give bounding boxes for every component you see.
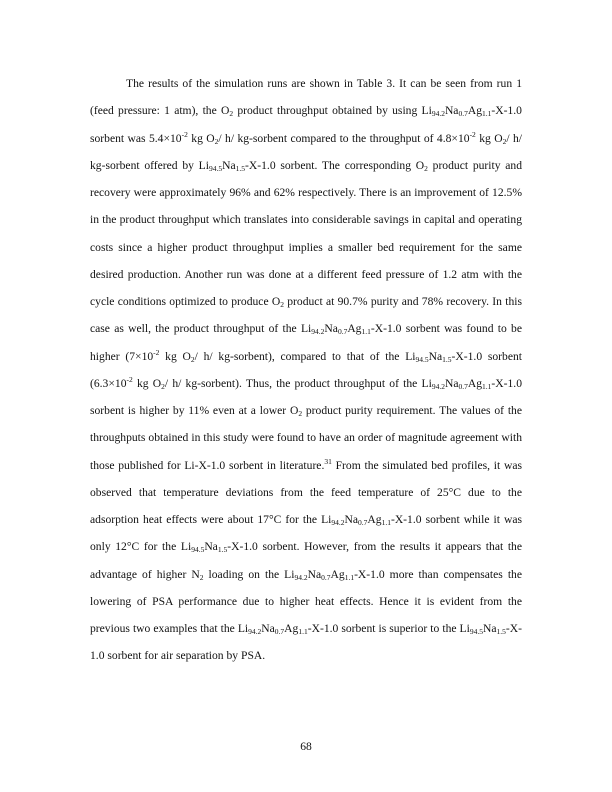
text-run: product throughput obtained by using Li bbox=[233, 104, 432, 118]
text-run: -X-1.0 sorbent is superior to the Li bbox=[307, 622, 470, 635]
text-run: Na bbox=[324, 322, 338, 336]
reference-superscript: 31 bbox=[324, 456, 332, 466]
text-run: Na bbox=[444, 376, 459, 390]
subscript: 94.2 bbox=[311, 327, 325, 337]
subscript: 94.5 bbox=[209, 163, 223, 173]
subscript: 1.1 bbox=[482, 381, 492, 391]
subscript: 2 bbox=[280, 300, 284, 309]
text-run: kg O bbox=[187, 131, 215, 145]
subscript: 2 bbox=[502, 136, 507, 146]
subscript: 1.5 bbox=[496, 627, 506, 636]
text-run: -X-1.0 sorbent while it was only 12°C for the Li bbox=[90, 513, 522, 554]
text-run: Ag bbox=[284, 622, 299, 635]
superscript: -2 bbox=[153, 347, 160, 357]
text-run: -X-1.0 sorbent for air separation by PSA. bbox=[90, 622, 522, 663]
body-text bbox=[90, 70, 522, 670]
text-run: -X-1.0 sorbent was 5.4×10 bbox=[90, 104, 522, 145]
text-run: Na bbox=[344, 513, 359, 526]
text-run: / h/ kg-sorbent), compared to that of the Li bbox=[194, 349, 416, 363]
subscript: 1.1 bbox=[298, 627, 308, 636]
subscript: 2 bbox=[199, 572, 204, 582]
text-run: kg O bbox=[159, 349, 191, 363]
text-run: Na bbox=[428, 349, 443, 363]
text-run: product at 90.7% purity and 78% recovery. In this case as well, the product throughput of the Li bbox=[90, 295, 522, 336]
superscript: -2 bbox=[469, 129, 476, 139]
text-run: kg O bbox=[475, 131, 503, 145]
subscript: 2 bbox=[190, 354, 195, 364]
text-run: -X-1.0 sorbent. The corresponding O bbox=[245, 158, 425, 172]
subscript: 0.7 bbox=[358, 518, 368, 527]
subscript: 1.5 bbox=[442, 354, 452, 364]
subscript: 94.2 bbox=[248, 627, 262, 636]
text-run: The results of the simulation runs are shown in Table 3. It can be seen from run 1 (feed pressure: 1 atm), the O bbox=[90, 77, 522, 118]
text-run: Na bbox=[307, 567, 322, 581]
subscript: 2 bbox=[424, 163, 428, 173]
text-run: Na bbox=[482, 622, 497, 635]
subscript: 0.7 bbox=[274, 627, 285, 636]
text-run: -X-1.0 sorbent (6.3×10 bbox=[90, 349, 523, 390]
text-run: -X-1.0 sorbent is higher by 11% even at a lower O bbox=[90, 376, 522, 417]
text-run: Ag bbox=[467, 376, 483, 390]
text-run: / h/ kg-sorbent). Thus, the product throughput of the Li bbox=[164, 376, 432, 390]
text-run: From the simulated bed profiles, it was observed that temperature deviations from the feed temperature of 25°C due to the adsorption heat effects were about 17°C for the Li bbox=[90, 458, 522, 526]
subscript: 94.2 bbox=[331, 518, 345, 527]
subscript: 2 bbox=[298, 409, 303, 418]
subscript: 1.5 bbox=[235, 163, 246, 173]
text-run: Na bbox=[261, 622, 275, 635]
subscript: 1.1 bbox=[482, 109, 492, 119]
text-run: Na bbox=[222, 158, 236, 172]
text-run: -X-1.0 sorbent. However, from the results it appears that the advantage of higher N bbox=[90, 540, 523, 581]
subscript: 94.5 bbox=[191, 545, 205, 555]
subscript: 94.2 bbox=[431, 109, 445, 119]
subscript: 94.5 bbox=[415, 354, 429, 364]
text-run: -X-1.0 sorbent was found to be higher (7×10 bbox=[90, 322, 523, 363]
text-run: product purity and recovery were approximately 96% and 62% respectively. There is an improvement of 12.5% in the product throughput which translates into considerable savings in capital and operating costs since a higher product throughput implies a smaller bed requirement for the same desired production. Another run was done at a different feed pressure of 1.2 atm with the cycle conditions optimized to produce O bbox=[90, 158, 523, 308]
subscript: 94.2 bbox=[294, 572, 308, 582]
text-run: / h/ kg-sorbent offered by Li bbox=[90, 131, 523, 172]
superscript: -2 bbox=[181, 129, 188, 139]
subscript: 2 bbox=[214, 136, 219, 146]
text-run: Ag bbox=[367, 513, 382, 526]
subscript: 0.7 bbox=[458, 381, 468, 391]
text-run: product purity requirement. The values of the throughputs obtained in this study were found to have an order of magnitude agreement with those published for Li-X-1.0 sorbent in literature. bbox=[90, 404, 522, 472]
subscript: 94.2 bbox=[431, 381, 445, 391]
subscript: 0.7 bbox=[321, 572, 331, 582]
subscript: 2 bbox=[229, 109, 234, 119]
text-run: Na bbox=[204, 540, 218, 554]
subscript: 1.1 bbox=[361, 327, 371, 337]
superscript: -2 bbox=[126, 374, 133, 384]
text-run: Ag bbox=[467, 104, 483, 118]
text-run: kg O bbox=[132, 376, 162, 390]
subscript: 94.5 bbox=[469, 627, 483, 636]
text-run: Na bbox=[444, 104, 459, 118]
text-run: loading on the Li bbox=[203, 567, 295, 581]
subscript: 1.1 bbox=[381, 518, 391, 527]
text-run: Ag bbox=[330, 567, 345, 581]
subscript: 2 bbox=[161, 381, 165, 391]
text-run: -X-1.0 more than compensates the lowering of PSA performance due to higher heat effects. Hence it is evident from the previous two examples that the Li bbox=[90, 567, 522, 635]
subscript: 0.7 bbox=[337, 327, 348, 337]
page-number: 68 bbox=[300, 740, 312, 753]
paragraph bbox=[90, 70, 522, 670]
text-run: Ag bbox=[347, 322, 362, 336]
subscript: 0.7 bbox=[458, 109, 468, 119]
text-run: / h/ kg-sorbent compared to the throughput of 4.8×10 bbox=[218, 131, 470, 145]
subscript: 1.5 bbox=[217, 545, 228, 555]
subscript: 1.1 bbox=[344, 572, 355, 582]
